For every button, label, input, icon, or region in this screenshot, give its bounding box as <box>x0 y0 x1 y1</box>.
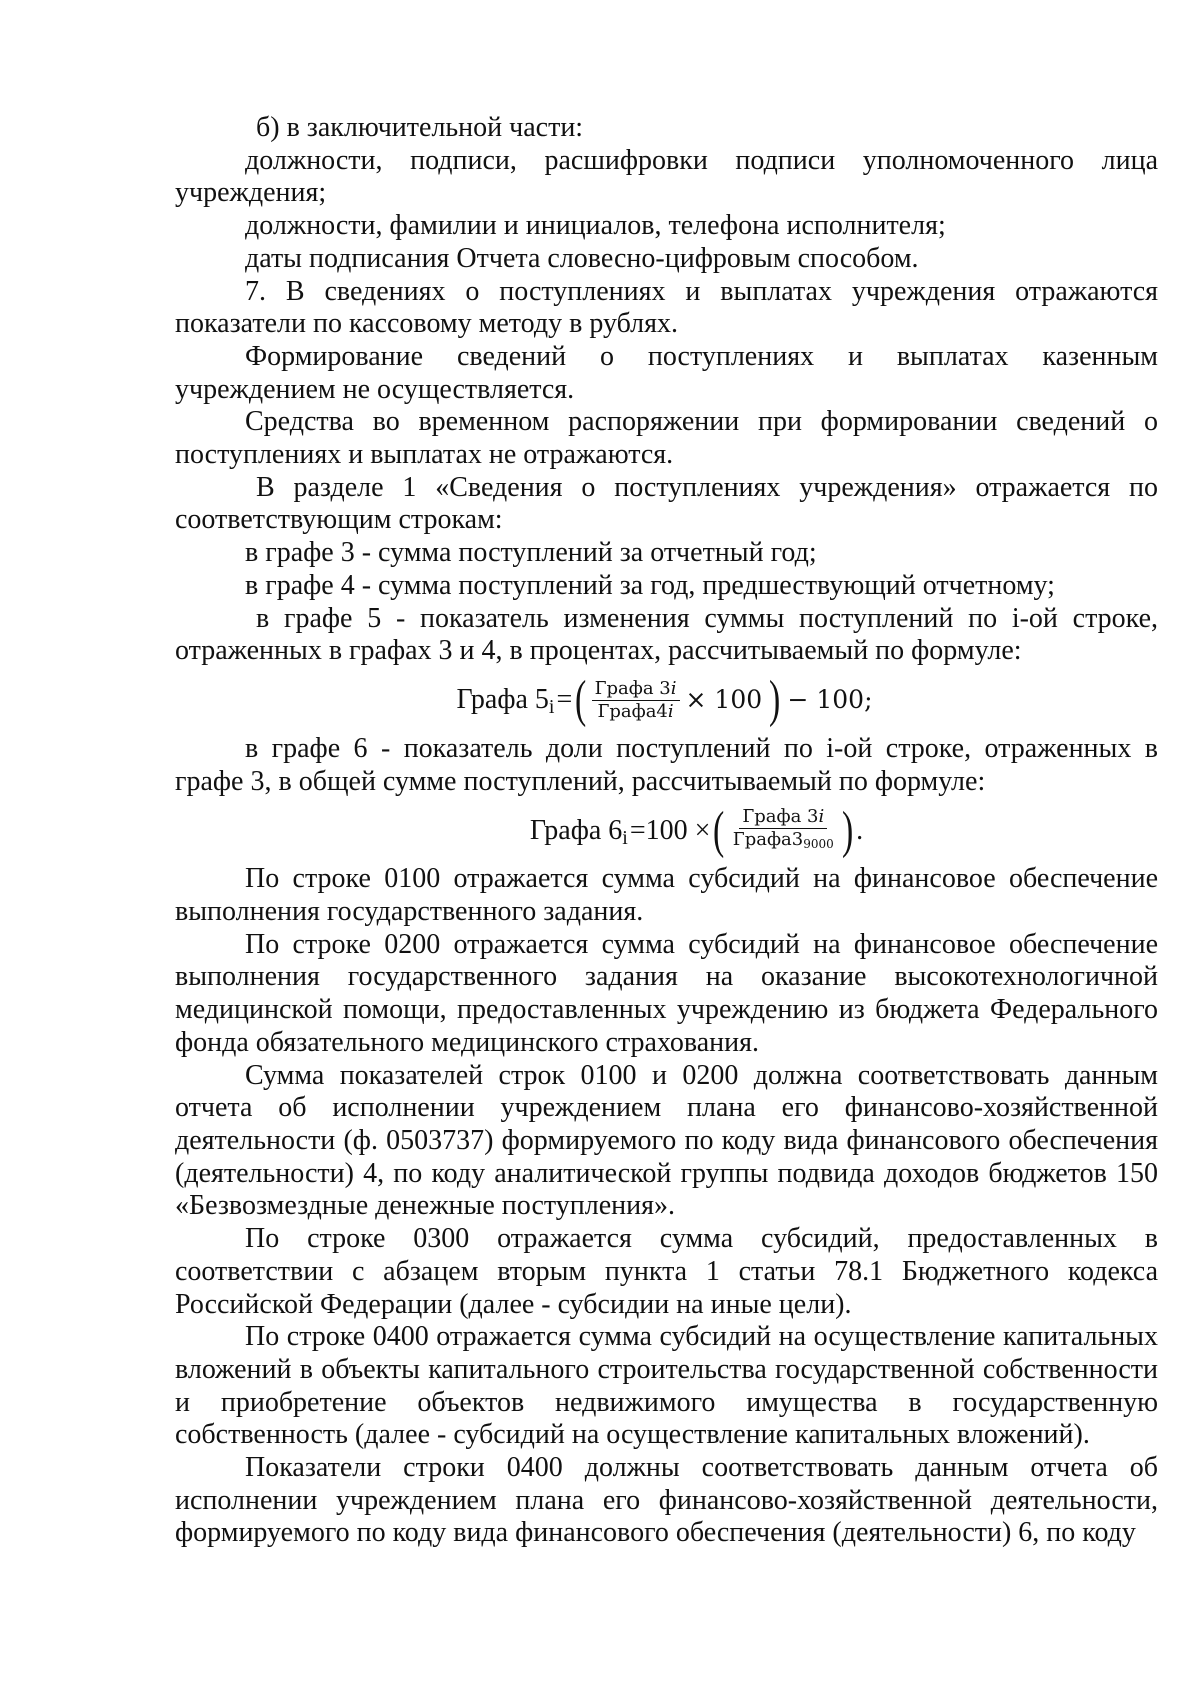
paragraph: Сумма показателей строк 0100 и 0200 должна соответствовать данным отчета об исполнении учреждением плана его финансово-хозяйственной деятельности (ф. 0503737) формируемого по коду вида финансового обеспечения (деятельности) 4, по коду аналитической группы подвида доходов бюджетов 150 «Безвозмездные денежные поступления». <box>175 1059 1158 1222</box>
right-paren-glyph: ) <box>769 671 781 729</box>
formula-grafa-6 <box>175 798 1158 863</box>
formula-grafa-5 <box>175 668 1158 733</box>
paragraph: По строке 0300 отражается сумма субсидий, предоставленных в соответствии с абзацем вторым пункта 1 статьи 78.1 Бюджетного кодекса Российской Федерации (далее - субсидии на иные цели). <box>175 1223 1158 1320</box>
paragraph: В разделе 1 «Сведения о поступлениях учреждения» отражается по соответствующим строкам: <box>175 471 1158 536</box>
paragraph: должности, подписи, расшифровки подписи уполномоченного лица учреждения; <box>175 144 1158 209</box>
paragraph: 7. В сведениях о поступлениях и выплатах учреждения отражаются показатели по кассовому методу в рублях. <box>175 275 1158 340</box>
formula-lhs: Графа 5 <box>456 684 549 716</box>
formula-multiplier: × 100 <box>685 685 763 715</box>
paragraph: даты подписания Отчета словесно-цифровым способом. <box>245 242 919 274</box>
fraction-denominator: $Графа3_{9000}$ <box>732 829 834 852</box>
formula-lhs-subscript: i <box>548 696 555 719</box>
formula-equals: = <box>556 684 573 716</box>
formula-lhs-subscript: i <box>622 826 628 849</box>
paragraph: в графе 6 - показатель доли поступлений по i-ой строке, отраженных в графе 3, в общей сумме поступлений, рассчитываемый по формуле: <box>175 732 1158 797</box>
paragraph: Средства во временном распоряжении при формировании сведений о поступлениях и выплатах не отражаются. <box>175 406 1158 471</box>
paragraph: должности, фамилии и инициалов, телефона исполнителя; <box>245 210 946 242</box>
paragraph: По строке 0200 отражается сумма субсидий на финансовое обеспечение выполнения государственного задания на оказание высокотехнологичной медицинской помощи, предоставленных учреждению из бюджета Федерального фонда обязательного медицинского страхования. <box>175 928 1158 1058</box>
fraction-numerator: Графа 3i <box>739 806 827 829</box>
paragraph: Формирование сведений о поступлениях и выплатах казенным учреждением не осуществляется. <box>175 340 1158 405</box>
paragraph: По строке 0100 отражается сумма субсидий на финансовое обеспечение выполнения государственного задания. <box>175 863 1158 928</box>
right-paren-glyph: ) <box>841 801 854 859</box>
formula-tail: − 100; <box>787 685 873 715</box>
fraction-denominator: Графа4i <box>597 700 674 722</box>
fraction-numerator: Графа 3i <box>592 678 680 701</box>
paragraph: По строке 0400 отражается сумма субсидий на осуществление капитальных вложений в объекты капитального строительства государственной собственности и приобретение объектов недвижимого имущества в государственную собственность (далее - субсидий на осуществление капитальных вложений). <box>175 1321 1158 1451</box>
left-paren-glyph: ( <box>575 671 587 729</box>
left-paren-glyph: ( <box>713 801 725 859</box>
paragraph: в графе 3 - сумма поступлений за отчетный год; <box>245 537 817 569</box>
paragraph: в графе 5 - показатель изменения суммы поступлений по i-ой строке, отраженных в графах 3 и 4, в процентах, рассчитываемый по формуле: <box>175 602 1158 667</box>
formula-lhs: Графа 6 <box>529 814 623 846</box>
formula-equals: =100 × <box>629 814 711 846</box>
paragraph: Показатели строки 0400 должны соответствовать данным отчета об исполнении учреждением плана его финансово-хозяйственной деятельности, формируемого по коду вида финансового обеспечения (деятельности) 6, по коду <box>175 1452 1158 1549</box>
formula-tail: . <box>856 814 864 846</box>
formula-fraction <box>730 806 837 855</box>
document-body <box>175 112 1158 1550</box>
paragraph: в графе 4 - сумма поступлений за год, предшествующий отчетному; <box>245 569 1055 601</box>
formula-fraction <box>592 678 680 723</box>
paragraph: б) в заключительной части: <box>256 112 584 143</box>
